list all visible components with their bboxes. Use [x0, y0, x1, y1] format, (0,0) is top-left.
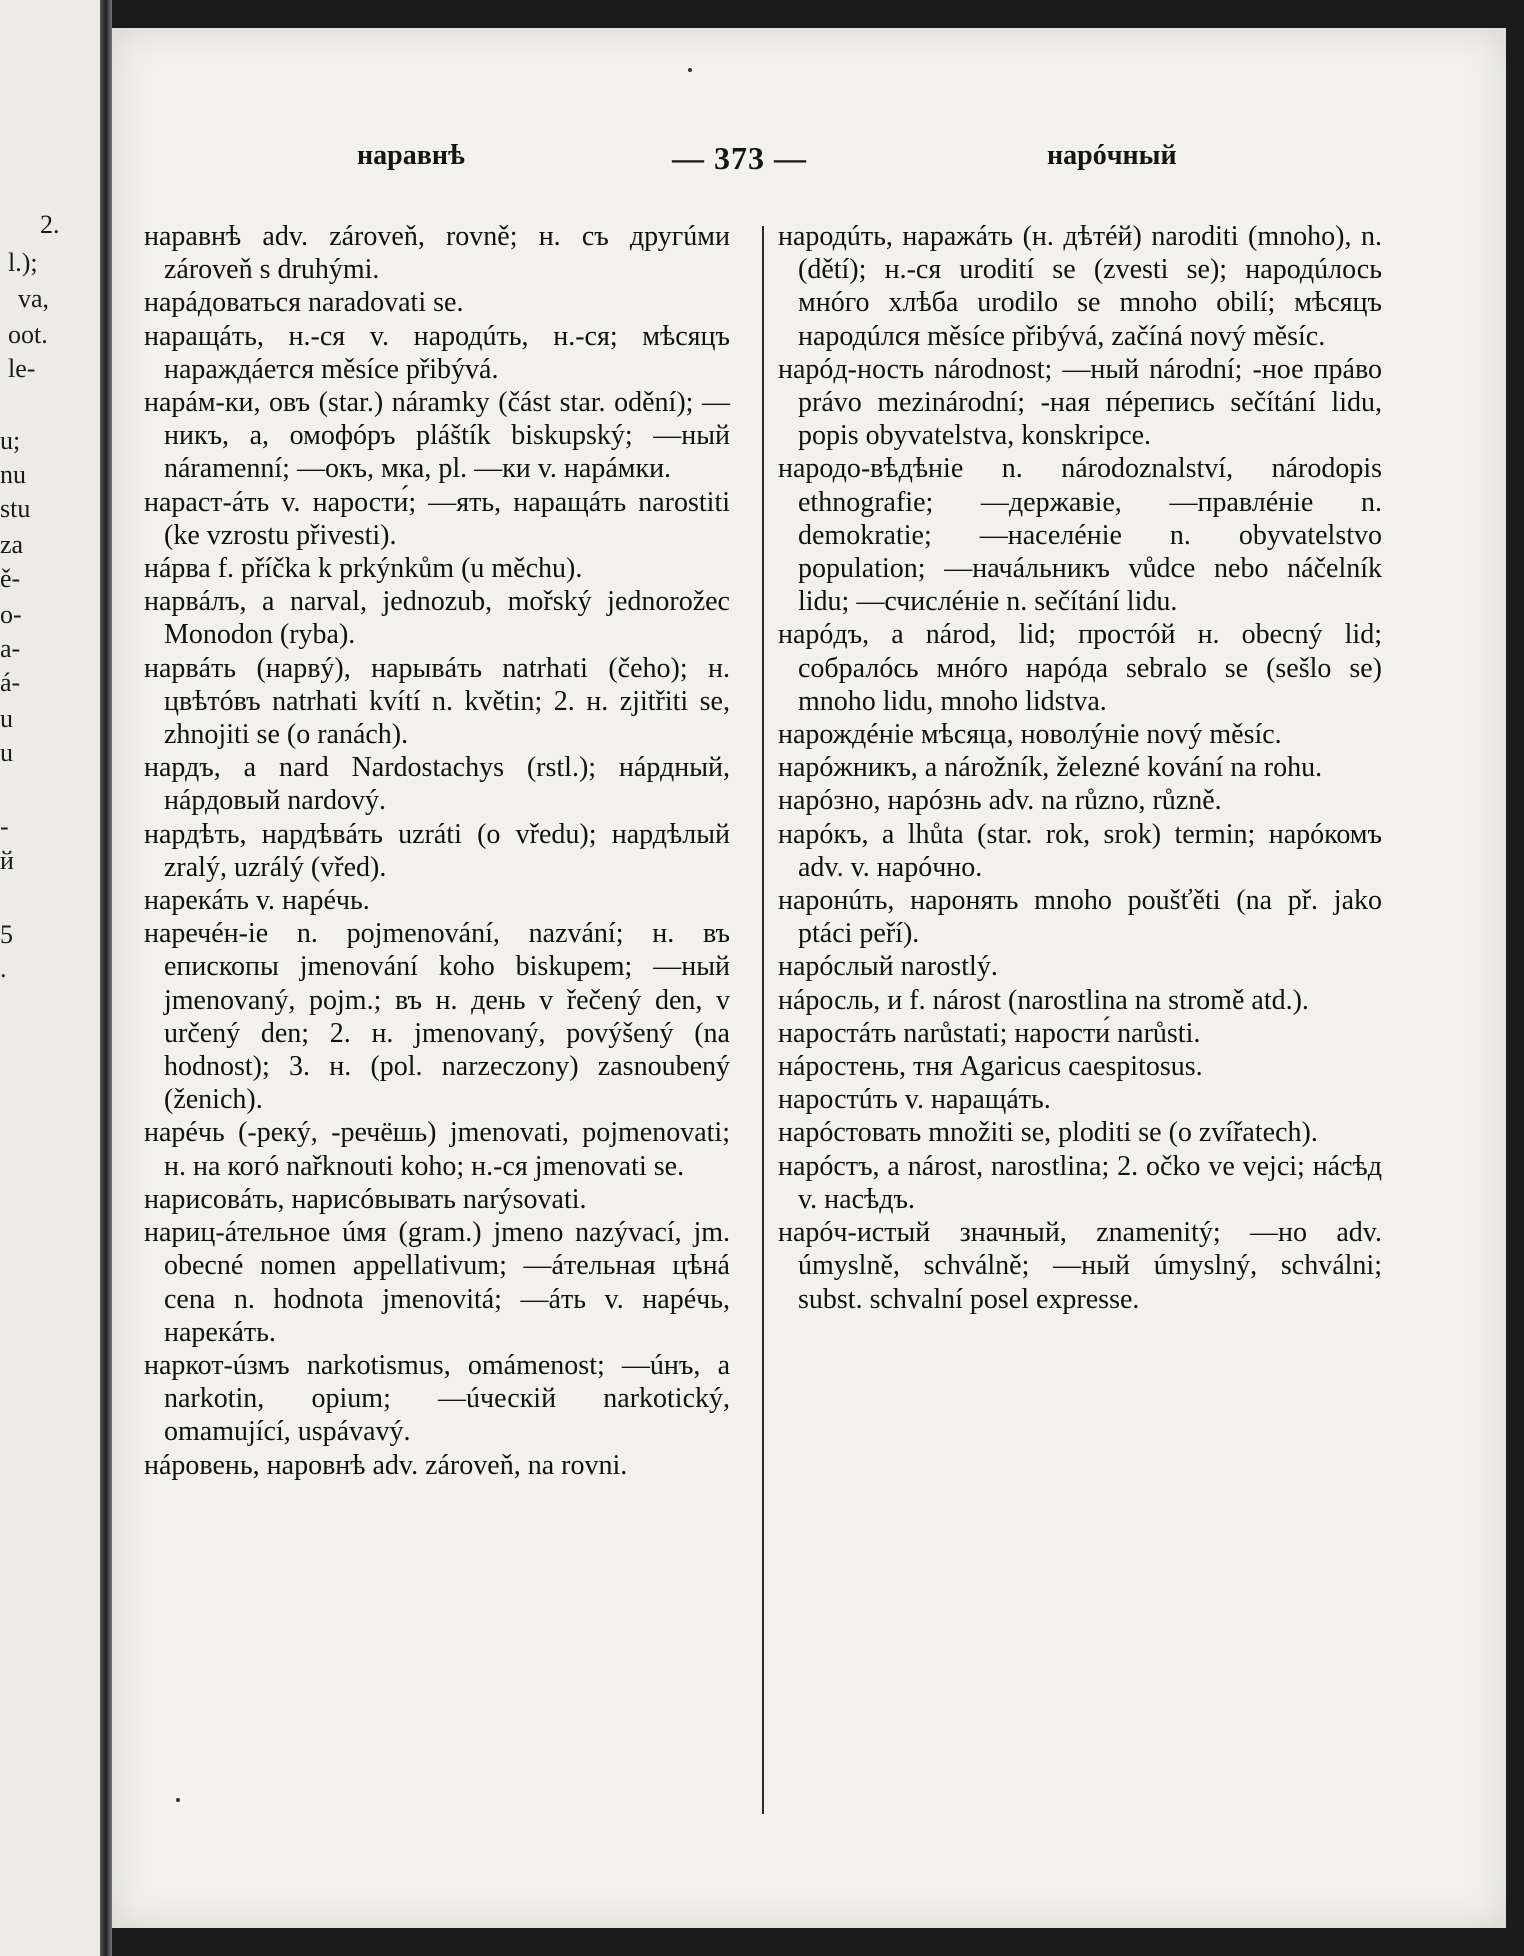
dictionary-entry: нáростень, тня Agaricus caespitosus. — [778, 1051, 1203, 1083]
left-fragment: l.); — [8, 248, 38, 277]
dictionary-entry: нарвáть (нарвý), нарывáть natrhati (čeho); н. цвѣтóвъ natrhati kvítí n. květin; 2. н. zjitřiti se, zhnojiti se (o ranách). — [144, 652, 730, 751]
dictionary-entry: народúть, наражáть (н. дѣтéй) naroditi (mnoho), n. (dětí); н.-ся urodití se (zvesti se); народúлось мнóго хлѣба urodilo se mnoho obilí; мѣсяцъ народúлся měsíce přibývá, začíná nový měsíc. — [778, 221, 1382, 352]
dictionary-entry: нарóд-ность národnost; —ный národní; -ное прáво právo mezinárodní; -ная пéрепись sečítání lidu, popis obyvatelstva, konskripce. — [778, 353, 1382, 452]
left-fragment: oot. — [8, 320, 48, 349]
dictionary-entry: нардъ, а nard Nardostachys (rstl.); нáрдный, нáрдовый nardový. — [144, 752, 730, 817]
dictionary-entry: нарáдоваться naradovati se. — [144, 287, 464, 319]
left-fragment: nu — [0, 460, 26, 489]
dictionary-entry: наронúть, наронять mnoho poušťěti (na př. jako ptáci peří). — [778, 885, 1382, 950]
dictionary-entry: нарéчь (-рекý, -речёшь) jmenovati, pojmenovati; н. на когó nařknouti koho; н.-ся jmenovati se. — [144, 1117, 730, 1182]
dictionary-entry: нараст-áть v. нарости́; —ять, наращáть narostiti (ke vzrostu přivesti). — [144, 486, 730, 551]
left-fragment: va, — [18, 284, 50, 313]
dictionary-entry: нáросль, и f. nárost (narostlina na stromě atd.). — [778, 984, 1309, 1016]
left-fragment: á- — [0, 668, 21, 697]
dictionary-entry: нарóкъ, а lhůta (star. rok, srok) termin; нарóкомъ adv. v. нарóчно. — [778, 818, 1382, 883]
dictionary-entry: нарáм-ки, овъ (star.) náramky (část star. odění); —никъ, а, омофóръ pláštík biskupský; —ный náramenní; —окъ, мка, pl. —ки v. нарáмки. — [144, 387, 730, 485]
dictionary-entry: нардѣть, нардѣвáть uzráti (o vředu); нардѣлый zralý, uzrálý (vřed). — [144, 818, 730, 883]
dictionary-entry: нáровень, наровнѣ adv. zároveň, na rovni. — [144, 1449, 628, 1481]
left-fragment: 2. — [40, 210, 60, 239]
left-fragment: 5 — [0, 920, 13, 949]
dictionary-entry: нарекáть v. нарéчь. — [144, 885, 370, 917]
dictionary-entry: нариц-áтельное úмя (gram.) jmeno nazývací, jm. obecné nomen appellativum; —áтельная цѣнá cena n. hodnota jmenovitá; —áть v. нарéчь, нарекáть. — [144, 1217, 730, 1348]
left-fragment: ě- — [0, 564, 21, 593]
left-fragment: - — [0, 812, 9, 841]
running-head-right: нарóчный — [1047, 140, 1177, 171]
running-head-left: наравнѣ — [357, 140, 465, 171]
dictionary-entry: нарóч-истый значный, znamenitý; —но adv. úmyslně, schválně; —ный úmyslný, schválni; subst. schvalní posel expresse. — [778, 1217, 1382, 1315]
left-fragment: o- — [0, 600, 22, 629]
dictionary-entry: наростáть narůstati; нарости́ narůsti. — [778, 1017, 1201, 1049]
left-page-sliver — [0, 0, 100, 1956]
dictionary-entry: нарóдъ, а národ, lid; простóй н. obecný lid; собралóсь мнóго нарóда sebralo se (sešlo se) mnoho lidu, mnoho lidstva. — [778, 619, 1382, 717]
left-fragment: u — [0, 704, 13, 733]
dictionary-entry: наростúть v. наращáть. — [778, 1084, 1051, 1116]
column-divider — [762, 226, 764, 1814]
dictionary-entry: нарвáлъ, а narval, jednozub, mořský jednorožec Monodon (ryba). — [144, 586, 730, 651]
right-column-text — [778, 220, 1382, 1316]
print-speck — [176, 1798, 180, 1802]
left-fragment: u — [0, 738, 13, 767]
left-fragment: a- — [0, 634, 21, 663]
dictionary-entry: нарóзно, нарóзнь adv. na různo, různě. — [778, 785, 1222, 817]
page-number: — 373 — — [672, 140, 807, 176]
print-speck — [688, 68, 692, 72]
dictionary-entry: нарóжникъ, а nárožník, železné kování na rohu. — [778, 752, 1323, 784]
book-gutter — [100, 0, 112, 1956]
left-fragment: u; — [0, 426, 21, 455]
dictionary-entry: нарóслый narostlý. — [778, 951, 998, 983]
left-fragment: za — [0, 530, 24, 559]
left-fragment: й — [0, 846, 14, 875]
dictionary-entry: нáрва f. příčka k prkýnkům (u měchu). — [144, 553, 583, 585]
left-fragment: . — [0, 954, 7, 983]
left-fragment: stu — [0, 494, 31, 523]
dictionary-entry: наречéн-іе n. pojmenování, nazvání; н. въ епископы jmenování koho biskupem; —ный jmenovaný, pojm.; въ н. день v řečený den, v určený den; 2. н. jmenovaný, povýšený (na hodnost); 3. н. (pol. narzeczony) zasnoubený (ženich). — [144, 918, 730, 1116]
dictionary-entry: нарóстовать množiti se, ploditi se (o zvířatech). — [778, 1117, 1318, 1149]
dictionary-entry: народо-вѣдѣніе n. národoznalství, národopis ethnografie; —державіе, —правлéніе n. demokratie; —населéніе n. obyvatelstvo population; —начáльникъ vůdce nebo náčelník lidu; —счислéніе n. sečítání lidu. — [778, 453, 1382, 618]
left-fragment: le- — [8, 354, 36, 383]
dictionary-entry: нарóстъ, а nárost, narostlina; 2. očko ve vejci; нáсѣд v. насѣдъ. — [778, 1150, 1382, 1215]
left-column — [144, 220, 730, 1482]
dictionary-entry: наращáть, н.-ся v. народúть, н.-ся; мѣсяцъ нарaждáется měsíce přibývá. — [144, 320, 730, 385]
dictionary-entry: наравнѣ adv. zároveň, rovně; н. съ другúми zároveň s druhými. — [144, 221, 730, 286]
right-scan-edge — [1506, 0, 1524, 1956]
dictionary-entry: нарисовáть, нарисóвывать narýsovati. — [144, 1183, 587, 1215]
dictionary-entry: наркот-úзмъ narkotismus, omámenost; —úнъ, а narkotin, opium; —úческій narkotický, omamující, uspávavý. — [144, 1349, 730, 1448]
dictionary-entry: нарождéніе мѣсяца, новолýніе nový měsíc. — [778, 719, 1282, 751]
